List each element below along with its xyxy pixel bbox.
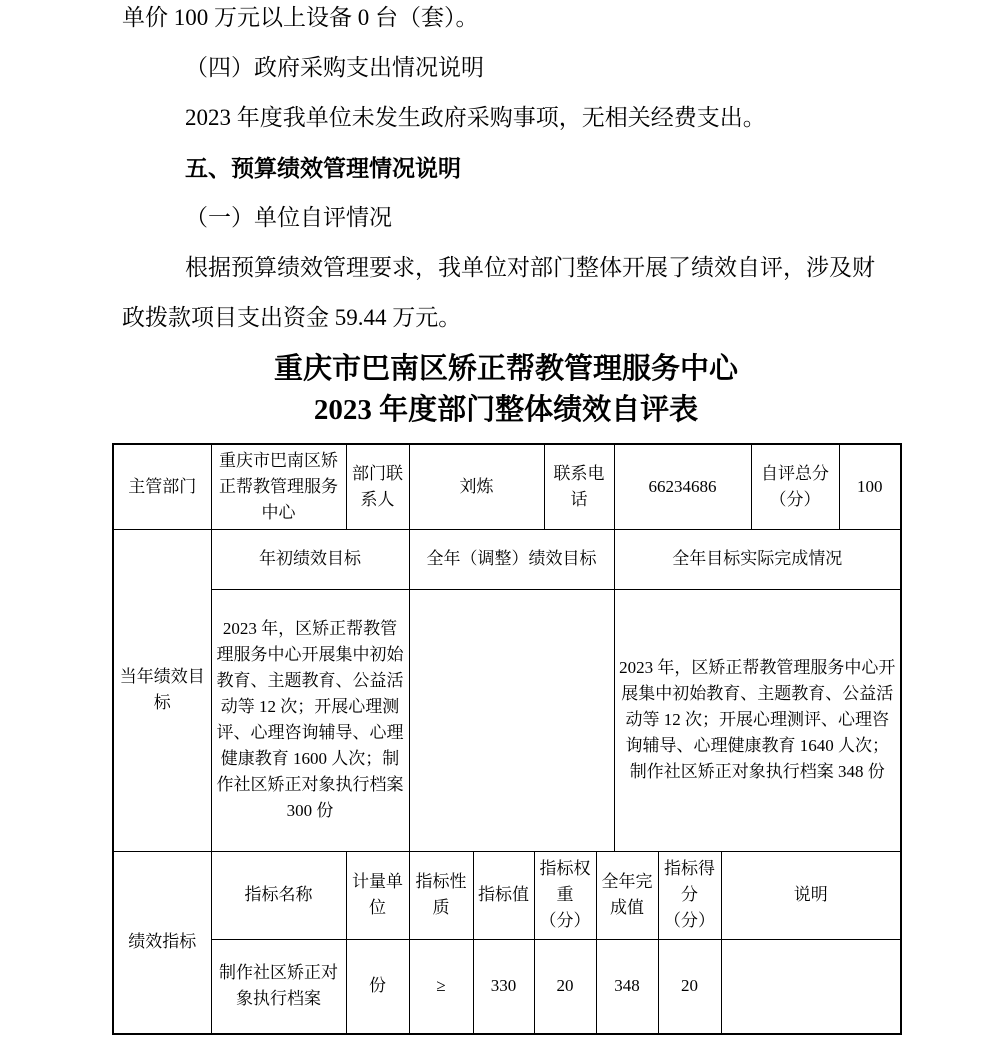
subsection-heading-self-eval: （一）单位自评情况	[185, 205, 392, 230]
cell-indicator-nature: ≥	[409, 939, 473, 1034]
table-title-year: 2023 年度部门整体绩效自评表	[313, 394, 699, 426]
cell-goal-col-actual: 全年目标实际完成情况	[614, 529, 901, 589]
cell-goal-adjusted-text	[409, 589, 614, 851]
cell-goal-actual-text: 2023 年，区矫正帮教管理服务中心开展集中初始教育、主题教育、公益活动等 12 次；开展心理测评、心理咨询辅导、心理健康教育 1640 人次；制作社区矫正对象执行档案 348 份	[614, 589, 901, 851]
table-row-goal-headers	[113, 529, 901, 589]
cell-header-indicator-name: 指标名称	[211, 851, 346, 939]
cell-header-completed: 全年完成值	[596, 851, 658, 939]
cell-indicator-target: 330	[473, 939, 534, 1034]
cell-dept-value: 重庆市巴南区矫正帮教管理服务中心	[211, 444, 346, 529]
paragraph-procurement-text: 2023 年度我单位未发生政府采购事项，无相关经费支出。	[185, 105, 766, 130]
cell-indicator-completed: 348	[596, 939, 658, 1034]
cell-contact-value: 刘炼	[409, 444, 544, 529]
cell-indicator-unit: 份	[346, 939, 409, 1034]
cell-score-label: 自评总分（分）	[751, 444, 839, 529]
section-heading-performance: 五、预算绩效管理情况说明	[185, 155, 461, 181]
paragraph-equipment: 单价 100 万元以上设备 0 台（套）。	[122, 5, 479, 30]
paragraph-procurement-heading: （四）政府采购支出情况说明	[185, 55, 484, 80]
cell-phone-label: 联系电话	[544, 444, 614, 529]
cell-header-note: 说明	[721, 851, 901, 939]
table-title	[112, 349, 900, 431]
cell-contact-label: 部门联系人	[346, 444, 409, 529]
table-row-indicator-headers	[113, 851, 901, 939]
cell-goal-col-initial: 年初绩效目标	[211, 529, 409, 589]
cell-goal-col-adjusted: 全年（调整）绩效目标	[409, 529, 614, 589]
cell-indicator-weight: 20	[534, 939, 596, 1034]
table-row-indicator-data	[113, 939, 901, 1034]
cell-header-nature: 指标性质	[409, 851, 473, 939]
body-text-block	[122, 0, 882, 343]
cell-header-weight: 指标权重（分）	[534, 851, 596, 939]
table-row-goal-values	[113, 589, 901, 851]
cell-indicator-row-label: 绩效指标	[113, 851, 211, 1034]
table-row-info	[113, 444, 901, 529]
cell-header-unit: 计量单位	[346, 851, 409, 939]
cell-indicator-score: 20	[658, 939, 721, 1034]
cell-header-target: 指标值	[473, 851, 534, 939]
self-evaluation-table	[112, 443, 902, 1035]
cell-indicator-name: 制作社区矫正对象执行档案	[211, 939, 346, 1034]
table-title-org: 重庆市巴南区矫正帮教管理服务中心	[273, 353, 738, 385]
cell-indicator-note	[721, 939, 901, 1034]
cell-goal-initial-text: 2023 年，区矫正帮教管理服务中心开展集中初始教育、主题教育、公益活动等 12 次；开展心理测评、心理咨询辅导、心理健康教育 1600 人次；制作社区矫正对象执行档案 300 份	[211, 589, 409, 851]
cell-score-value: 100	[839, 444, 901, 529]
cell-phone-value: 66234686	[614, 444, 751, 529]
cell-goal-row-label: 当年绩效目标	[113, 529, 211, 851]
paragraph-self-eval-text: 根据预算绩效管理要求，我单位对部门整体开展了绩效自评，涉及财政拨款项目支出资金 59.44 万元。	[122, 255, 875, 330]
cell-dept-label: 主管部门	[113, 444, 211, 529]
cell-header-score: 指标得分（分）	[658, 851, 721, 939]
